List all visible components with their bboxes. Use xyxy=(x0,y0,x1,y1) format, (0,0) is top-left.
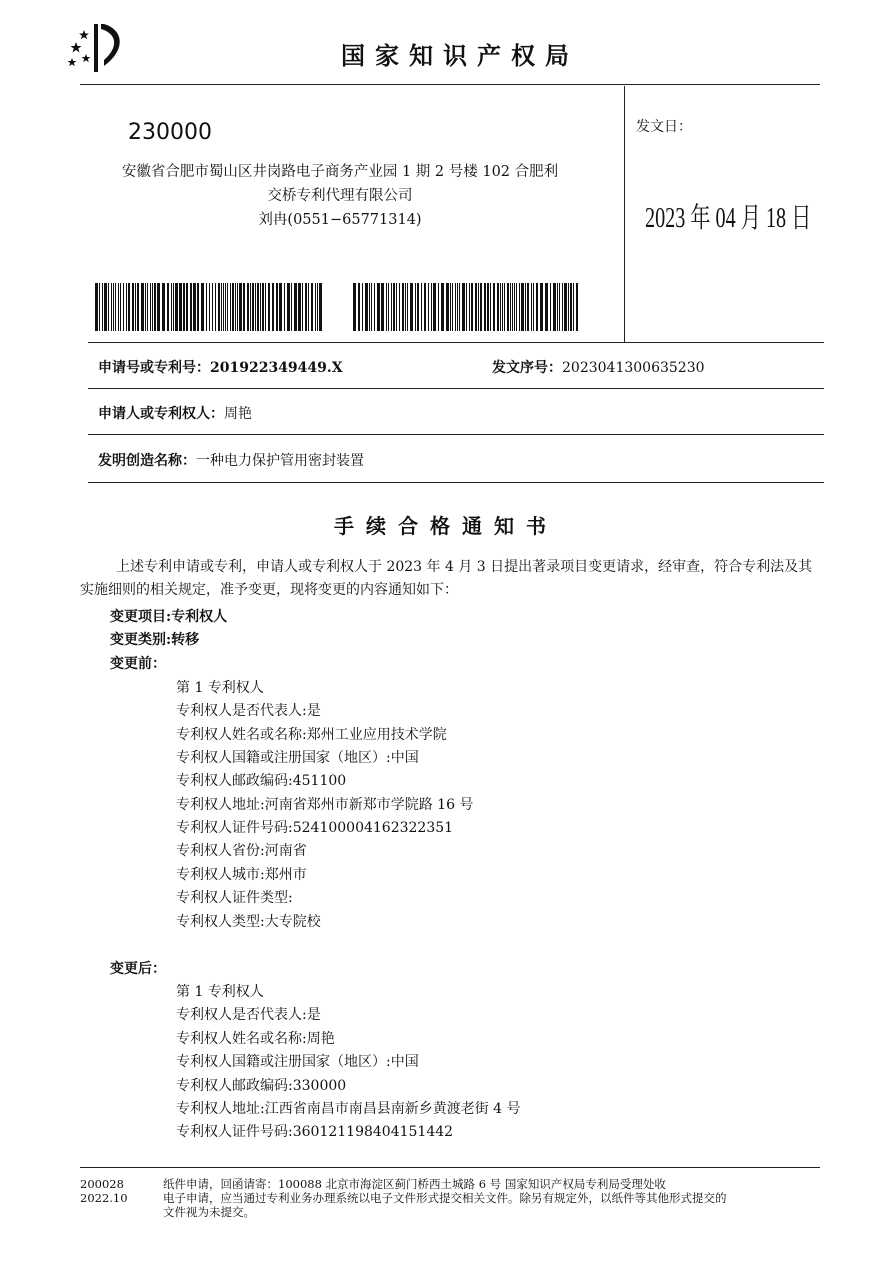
header-vertical-rule xyxy=(624,86,625,342)
before-item: 专利权人证件号码:524100004162322351 xyxy=(176,820,454,836)
before-item: 专利权人证件类型: xyxy=(176,890,293,906)
before-item: 专利权人地址:河南省郑州市新郑市学院路 16 号 xyxy=(176,797,474,813)
before-item: 专利权人姓名或名称:郑州工业应用技术学院 xyxy=(176,727,447,743)
before-item: 专利权人城市:郑州市 xyxy=(176,867,307,883)
header-rule xyxy=(80,84,820,85)
before-item: 专利权人邮政编码:451100 xyxy=(176,773,347,789)
application-number xyxy=(98,357,343,377)
serial-label: 发文序号： xyxy=(492,360,562,376)
info-rule-1 xyxy=(88,342,824,343)
footer-code xyxy=(80,1177,128,1205)
barcode-1 xyxy=(95,283,323,331)
before-item: 专利权人省份:河南省 xyxy=(176,843,307,859)
footer-line-2: 电子申请，应当通过专利业务办理系统以电子文件形式提交相关文件。除另有规定外，以纸件等其他形式提交的 xyxy=(163,1191,727,1205)
serial-number xyxy=(492,357,705,377)
applicant-label: 申请人或专利权人： xyxy=(98,406,224,422)
after-item: 专利权人邮政编码:330000 xyxy=(176,1078,347,1094)
after-label: 变更后： xyxy=(110,961,166,977)
app-no-label: 申请号或专利号： xyxy=(98,360,210,376)
info-rule-4 xyxy=(88,482,824,483)
dispatch-date: 2023 年 04 月 18 日 xyxy=(645,203,812,234)
address-line1: 安徽省合肥市蜀山区井岗路电子商务产业园 1 期 2 号楼 102 合肥利 xyxy=(121,164,559,180)
info-rule-2 xyxy=(88,388,824,389)
applicant xyxy=(98,403,252,423)
footer-code-1: 200028 xyxy=(80,1177,124,1191)
before-label: 变更前： xyxy=(110,656,166,672)
before-item: 专利权人类型:大专院校 xyxy=(176,914,321,930)
change-item: 变更项目:专利权人 xyxy=(110,609,228,625)
after-item: 专利权人是否代表人:是 xyxy=(176,1007,321,1023)
footer-line-3: 文件视为未提交。 xyxy=(163,1205,255,1219)
notice-title: 手续合格通知书 xyxy=(334,514,558,538)
recipient-postcode: 230000 xyxy=(128,120,212,145)
before-item: 第 1 专利权人 xyxy=(176,680,264,696)
invention-value: 一种电力保护管用密封装置 xyxy=(196,453,364,469)
footer-line-1: 纸件申请，回函请寄：100088 北京市海淀区蓟门桥西土城路 6 号 国家知识产权局专利局受理处收 xyxy=(163,1177,666,1191)
serial-value: 2023041300635230 xyxy=(562,360,705,376)
info-rule-3 xyxy=(88,434,824,435)
footer-code-2: 2022.10 xyxy=(80,1191,128,1205)
office-name: 国家知识产权局 xyxy=(341,41,579,70)
after-item: 专利权人姓名或名称:周艳 xyxy=(176,1031,335,1047)
after-item: 专利权人地址:江西省南昌市南昌县南新乡黄渡老街 4 号 xyxy=(176,1101,521,1117)
app-no-value: 201922349449.X xyxy=(210,360,343,376)
before-item: 专利权人是否代表人:是 xyxy=(176,703,321,719)
footer-text xyxy=(163,1177,828,1219)
after-item: 专利权人证件号码:360121198404151442 xyxy=(176,1124,454,1140)
before-item: 专利权人国籍或注册国家（地区）:中国 xyxy=(176,750,419,766)
applicant-value: 周艳 xyxy=(224,406,252,422)
after-item: 第 1 专利权人 xyxy=(176,984,264,1000)
recipient-address xyxy=(100,160,580,232)
address-line2: 交桥专利代理有限公司 xyxy=(267,188,413,204)
change-type: 变更类别:转移 xyxy=(110,632,200,648)
barcode-2 xyxy=(353,283,579,331)
notice-paragraph: 上述专利申请或专利，申请人或专利权人于 2023 年 4 月 3 日提出著录项目变更请求，经审查，符合专利法及其实施细则的相关规定，准予变更，现将变更的内容通知如下： xyxy=(80,559,813,598)
dispatch-date-label: 发文日： xyxy=(636,119,692,135)
footer-rule xyxy=(80,1167,820,1168)
invention-title xyxy=(98,450,364,470)
contact-line: 刘冉(0551−65771314) xyxy=(258,212,422,228)
cnipa-logo-icon xyxy=(64,20,136,76)
after-item: 专利权人国籍或注册国家（地区）:中国 xyxy=(176,1054,419,1070)
invention-label: 发明创造名称： xyxy=(98,453,196,469)
